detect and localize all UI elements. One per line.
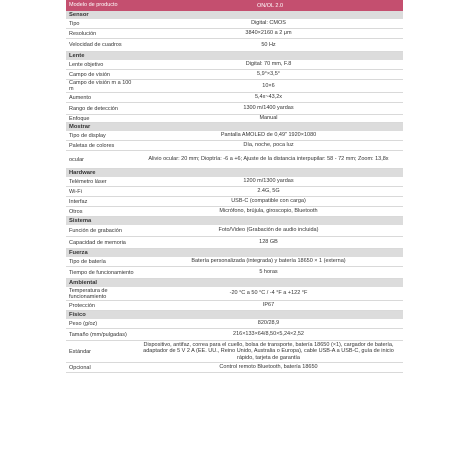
spec-label: Campo de visión m a 100 m — [69, 80, 132, 92]
spec-value: 5,4x~43,2x — [254, 94, 283, 101]
spec-value: 5 horas — [259, 269, 278, 276]
table-row — [66, 319, 403, 329]
spec-sheet — [66, 0, 403, 450]
spec-value: 3840×2160 a 2 μm — [245, 30, 292, 37]
spec-label: Protección — [69, 302, 95, 309]
table-row — [66, 115, 403, 123]
spec-value: 10×6 — [262, 82, 275, 89]
spec-label: Temperatura de funcionamiento — [69, 287, 108, 300]
spec-value: 5,9°×3,5° — [257, 71, 280, 78]
spec-label: Wi-Fi — [69, 188, 82, 195]
spec-value: Pantalla AMOLED de 0,49" 1920×1080 — [220, 132, 317, 139]
spec-value: Foto/Video (Grabación de audio incluida) — [218, 227, 319, 234]
spec-value: Dispositivo, antifaz, correa para el cuello, bolsa de transporte, batería 18650 (×1), cargador de batería, adaptador de 5 V 2 A (EE. UU., Reino Unido, Australia o Europa), cable USB-A a USB-C, guía de inicio rápido, tarjeta de garantía — [143, 341, 394, 361]
spec-label: Velocidad de cuadros — [69, 42, 122, 48]
table-row — [66, 197, 403, 207]
spec-label: Enfoque — [69, 115, 90, 122]
header-value: ON/OL 2.0 — [256, 2, 284, 9]
spec-label: Campo de visión — [69, 71, 110, 78]
spec-label: Resolución — [69, 30, 97, 37]
table-row — [66, 93, 403, 103]
spec-label: Rango de detección — [69, 105, 118, 112]
spec-value: Digital: 70 mm, F.8 — [245, 61, 292, 68]
spec-label: ocular — [69, 156, 84, 163]
table-row — [66, 301, 403, 311]
spec-label: Interfaz — [69, 198, 88, 205]
section-title: Físico — [66, 311, 403, 319]
spec-label: Tipo de batería — [69, 258, 106, 265]
spec-label: Aumento — [69, 94, 92, 101]
spec-label: Paletas de colores — [69, 142, 115, 149]
spec-value: 1300 m/1400 yardas — [243, 105, 294, 112]
table-row — [66, 287, 403, 301]
spec-label: Lente objetivo — [69, 61, 104, 68]
section-title: Lente — [66, 52, 403, 60]
spec-label: Función de grabación — [69, 227, 122, 234]
section-title: Sensor — [66, 11, 403, 19]
table-row — [66, 103, 403, 115]
table-row — [66, 187, 403, 197]
table-row — [66, 329, 403, 341]
table-row — [66, 267, 403, 279]
table-row — [66, 29, 403, 39]
spec-label: Capacidad de memoria — [69, 239, 126, 246]
section-title: Fuerza — [66, 249, 403, 257]
spec-label: Opcional — [69, 364, 91, 371]
section-title: Hardware — [66, 169, 403, 177]
table-row — [66, 363, 403, 373]
section-title: Sistema — [66, 217, 403, 225]
section-title: Ambiental — [66, 279, 403, 287]
spec-label: Telémetro láser — [69, 178, 107, 185]
spec-value: Micrófono, brújula, giroscopio, Bluetooth — [219, 208, 318, 215]
header-key: Modelo de producto — [69, 1, 118, 8]
table-row — [66, 207, 403, 217]
table-row — [66, 257, 403, 267]
spec-value: 1200 m/1300 yardas — [243, 178, 294, 185]
table-row — [66, 19, 403, 29]
section-title: Mostrar — [66, 123, 403, 131]
spec-value: Alivio ocular: 20 mm; Dioptría: -6 a +6; Ajuste de la distancia interpupilar: 58 - 72 mm; Zoom: 13,8x — [148, 156, 389, 163]
table-row — [66, 60, 403, 70]
table-row — [66, 141, 403, 151]
spec-label: Tiempo de funcionamiento — [69, 269, 134, 276]
table-row — [66, 225, 403, 237]
table-row — [66, 70, 403, 80]
spec-value: Manual — [259, 115, 278, 122]
table-row — [66, 151, 403, 169]
spec-value: 2.4G, 5G — [257, 188, 280, 195]
table-row — [66, 341, 403, 363]
table-row — [66, 177, 403, 187]
spec-value: IP67 — [262, 302, 275, 309]
table-header — [66, 0, 403, 11]
spec-value: Día, noche, poca luz — [243, 142, 294, 149]
spec-value: Control remoto Bluetooth, batería 18650 — [219, 364, 318, 371]
spec-label: Estándar — [69, 348, 92, 355]
spec-label: Tipo — [69, 20, 80, 27]
spec-label: Tamaño (mm/pulgadas) — [69, 331, 127, 338]
table-row — [66, 80, 403, 93]
spec-value: Batería personalizada (integrada) y batería 18650 × 1 (externa) — [191, 258, 346, 265]
spec-label: Tipo de display — [69, 132, 106, 139]
spec-value: 216×133×64/8,50×5,24×2,52 — [233, 331, 304, 338]
spec-value: USB-C (compatible con carga) — [231, 198, 306, 205]
spec-label: Peso (g/oz) — [69, 320, 98, 327]
table-row — [66, 39, 403, 52]
spec-value: 820/28,9 — [257, 320, 280, 327]
table-row — [66, 237, 403, 249]
spec-value: -20 °C a 50 °C / -4 °F a +122 °F — [229, 290, 308, 297]
table-row — [66, 131, 403, 141]
spec-value: 50 Hz — [261, 41, 276, 48]
spec-value: Digital: CMOS — [251, 20, 286, 27]
spec-value: 128 GB — [259, 239, 278, 246]
spec-label: Otros — [69, 208, 83, 215]
